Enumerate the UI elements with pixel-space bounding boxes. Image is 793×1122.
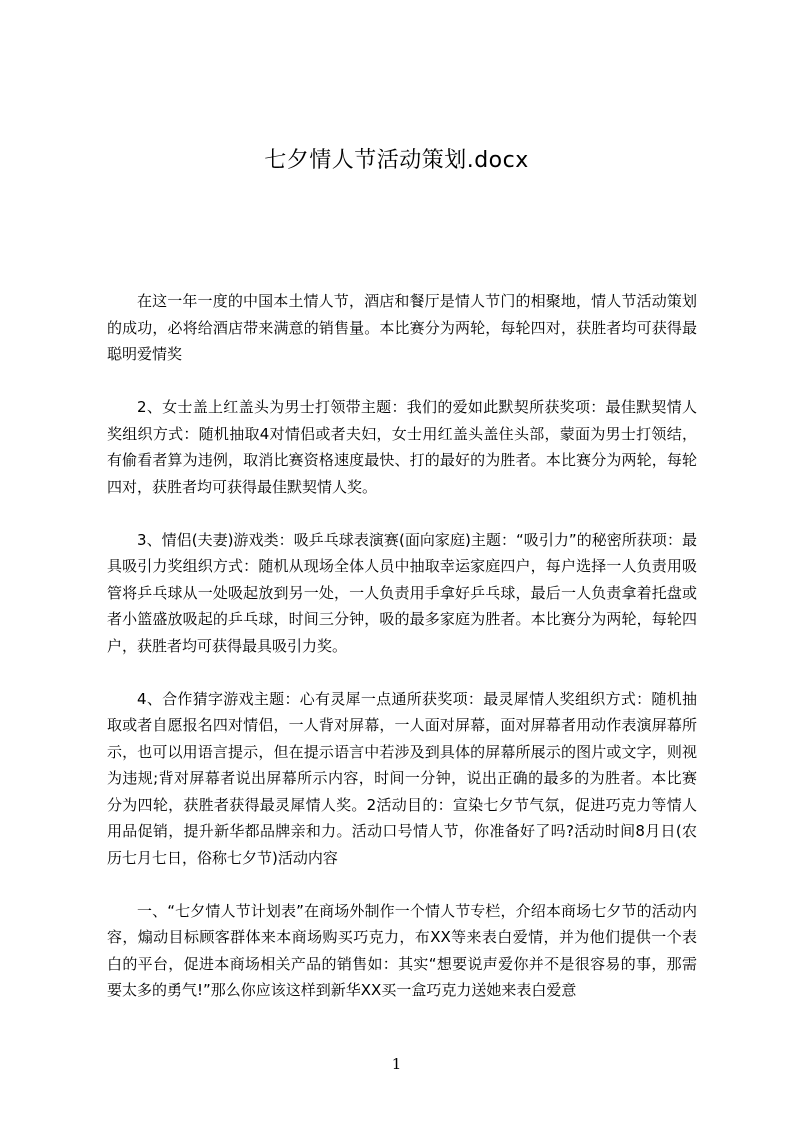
paragraph-intro: 在这一年一度的中国本土情人节，酒店和餐厅是情人节门的相聚地，情人节活动策划的成功，必将给酒店带来满意的销售量。本比赛分为两轮，每轮四对，获胜者均可获得最聪明爱情奖: [107, 292, 697, 363]
document-body: [107, 288, 697, 1030]
paragraph-item-3: 3、情侣(夫妻)游戏类：吸乒乓球表演赛(面向家庭)主题：“吸引力”的秘密所获项：最具吸引力奖组织方式：随机从现场全体人员中抽取幸运家庭四户，每户选择一人负责用吸管将乒乓球从一处吸起放到另一处，一人负责用手拿好乒乓球，最后一人负责拿着托盘或者小篮盛放吸起的乒乓球，时间三分钟，吸的最多家庭为胜者。本比赛分为两轮，每轮四户，获胜者均可获得最具吸引力奖。: [107, 530, 697, 655]
paragraph-item-2: 2、女士盖上红盖头为男士打领带主题：我们的爱如此默契所获奖项：最佳默契情人奖组织方式：随机抽取4对情侣或者夫妇，女士用红盖头盖住头部，蒙面为男士打领结，有偷看者算为违例，取消比赛资格速度最快、打的最好的为胜者。本比赛分为两轮，每轮四对，获胜者均可获得最佳默契情人奖。: [107, 398, 697, 496]
paragraph-item-4: 4、合作猜字游戏主题：心有灵犀一点通所获奖项：最灵犀情人奖组织方式：随机抽取或者自愿报名四对情侣，一人背对屏幕，一人面对屏幕，面对屏幕者用动作表演屏幕所示，也可以用语言提示，但在提示语言中若涉及到具体的屏幕所展示的图片或文字，则视为违规;背对屏幕者说出屏幕所示内容，时间一分钟，说出正确的最多的为胜者。本比赛分为四轮，获胜者获得最灵犀情人奖。2活动目的：宣染七夕节气氛，促进巧克力等情人用品促销，提升新华都品牌亲和力。活动口号情人节，你准备好了吗?活动时间8月日(农历七月七日，俗称七夕节)活动内容: [107, 689, 697, 867]
paragraph-section-1: 一、“七夕情人节计划表”在商场外制作一个情人节专栏，介绍本商场七夕节的活动内容，煽动目标顾客群体来本商场购买巧克力，布XX等来表白爱情，并为他们提供一个表白的平台，促进本商场相关产品的销售如：其实“想要说声爱你并不是很容易的事，那需要太多的勇气!”那么你应该这样到新华XX买一盒巧克力送她来表白爱意: [107, 901, 697, 999]
page-number: 1: [391, 1055, 402, 1073]
document-title: 七夕情人节活动策划.docx: [264, 148, 529, 173]
